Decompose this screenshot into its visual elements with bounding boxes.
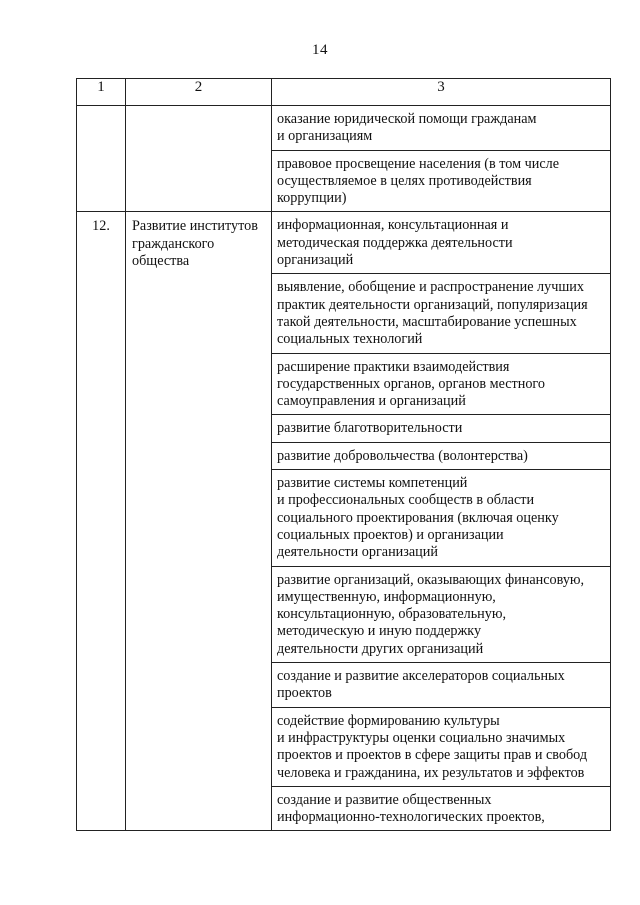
header-col-2: 2 <box>126 79 272 106</box>
activities-table <box>76 78 611 831</box>
activity-cell: правовое просвещение населения (в том числе осуществляемое в целях противодействия коррупции) <box>272 150 611 212</box>
activity-cell: создание и развитие общественных информационно-технологических проектов, <box>272 786 611 831</box>
continued-direction-cell <box>126 106 272 212</box>
activity-cell: содействие формированию культуры и инфраструктуры оценки социально значимых проектов и проектов в сфере защиты прав и свобод человека и гражданина, их результатов и эффектов <box>272 707 611 786</box>
table-row <box>77 106 611 151</box>
header-col-3: 3 <box>272 79 611 106</box>
activity-cell: оказание юридической помощи гражданам и организациям <box>272 106 611 151</box>
section-direction: Развитие институтов гражданского общества <box>126 212 272 831</box>
activity-cell: выявление, обобщение и распространение лучших практик деятельности организаций, популяризация такой деятельности, масштабирование успешных социальных технологий <box>272 274 611 353</box>
table-header <box>77 79 611 106</box>
page-number: 14 <box>312 42 328 58</box>
activity-cell: развитие благотворительности <box>272 415 611 442</box>
table-row <box>77 212 611 274</box>
activity-cell: информационная, консультационная и методическая поддержка деятельности организаций <box>272 212 611 274</box>
activity-cell: развитие добровольчества (волонтерства) <box>272 442 611 469</box>
activity-cell: создание и развитие акселераторов социальных проектов <box>272 663 611 708</box>
header-col-1: 1 <box>77 79 126 106</box>
activity-cell: развитие организаций, оказывающих финансовую, имущественную, информационную, консультационную, образовательную, методическую и иную поддержку деятельности других организаций <box>272 566 611 662</box>
continued-number-cell <box>77 106 126 212</box>
table-body <box>77 106 611 831</box>
section-number: 12. <box>77 212 126 831</box>
activity-cell: развитие системы компетенций и профессиональных сообществ в области социального проектирования (включая оценку социальных проектов) и организации деятельности организаций <box>272 470 611 566</box>
activity-cell: расширение практики взаимодействия государственных органов, органов местного самоуправления и организаций <box>272 353 611 415</box>
